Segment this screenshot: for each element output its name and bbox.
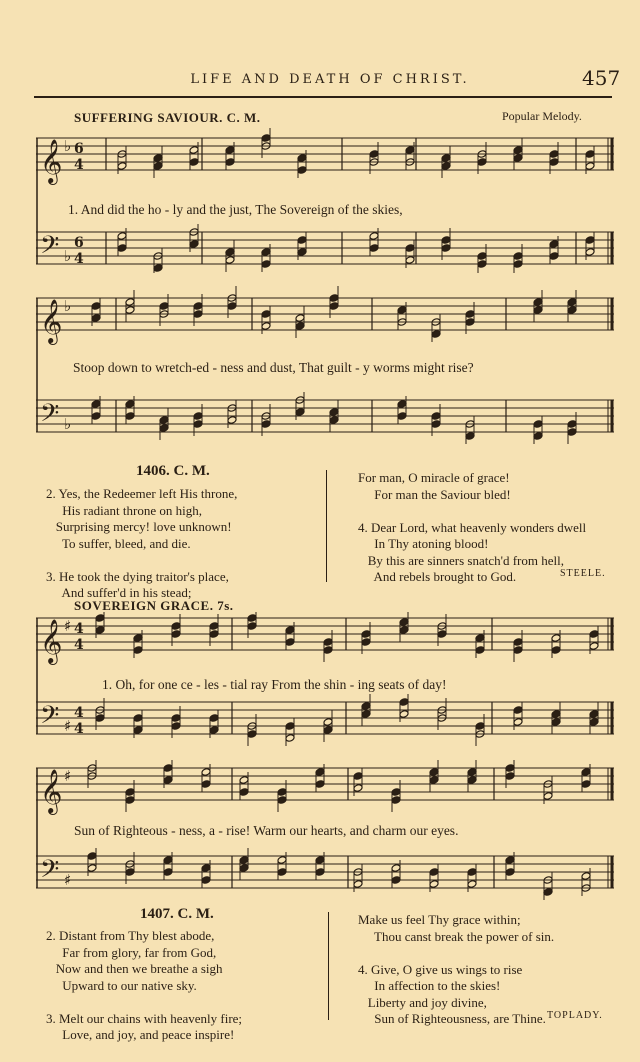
note-head bbox=[329, 408, 339, 417]
sharp-icon: ♯ bbox=[64, 766, 72, 785]
note-head bbox=[361, 710, 371, 719]
note-head bbox=[95, 614, 105, 623]
note-head bbox=[277, 868, 287, 877]
note-head bbox=[227, 416, 237, 425]
note-head bbox=[551, 634, 561, 643]
verse-column-right: Make us feel Thy grace within; Thou canst break the power of sin. 4. Give, O give us wings to rise In affection to the skies! Liberty and joy divine, Sun of Righteousness, are Thine. bbox=[358, 912, 555, 1026]
note-head bbox=[397, 412, 407, 421]
note-head bbox=[247, 730, 257, 739]
note-head bbox=[201, 864, 211, 873]
note-head bbox=[247, 622, 257, 631]
bass-clef-icon: 𝄢 bbox=[40, 399, 60, 434]
note-head bbox=[239, 788, 249, 797]
note-head bbox=[125, 796, 135, 805]
note-head bbox=[91, 400, 101, 409]
note-head bbox=[225, 158, 235, 167]
lyric-line: Sun of Righteous - ness, a - rise! Warm our hearts, and charm our eyes. bbox=[74, 823, 459, 838]
note-head bbox=[209, 726, 219, 735]
note-head bbox=[323, 726, 333, 735]
note-head bbox=[153, 264, 163, 273]
tune-title: SOVEREIGN GRACE. 7s. bbox=[74, 598, 234, 613]
note-head bbox=[353, 880, 363, 889]
flat-icon: ♭ bbox=[64, 136, 72, 155]
note-head bbox=[95, 626, 105, 635]
note-head bbox=[581, 780, 591, 789]
note-head bbox=[225, 248, 235, 257]
note-head bbox=[437, 630, 447, 639]
note-head bbox=[193, 310, 203, 319]
note-head bbox=[159, 424, 169, 433]
flat-icon: ♭ bbox=[64, 246, 72, 265]
note-head bbox=[589, 710, 599, 719]
note-head bbox=[133, 726, 143, 735]
note-head bbox=[163, 856, 173, 865]
note-head bbox=[209, 622, 219, 631]
time-signature: 6 bbox=[74, 235, 84, 251]
note-head bbox=[391, 864, 401, 873]
note-head bbox=[505, 764, 515, 773]
note-head bbox=[431, 420, 441, 429]
note-head bbox=[285, 734, 295, 743]
hymn-number: 1406. C. M. bbox=[136, 463, 210, 479]
note-head bbox=[193, 420, 203, 429]
note-head bbox=[261, 420, 271, 429]
note-head bbox=[533, 298, 543, 307]
note-head bbox=[353, 772, 363, 781]
note-head bbox=[315, 868, 325, 877]
note-head bbox=[505, 856, 515, 865]
note-head bbox=[261, 322, 271, 331]
note-head bbox=[209, 630, 219, 639]
note-head bbox=[239, 856, 249, 865]
note-head bbox=[399, 698, 409, 707]
note-head bbox=[261, 310, 271, 319]
time-signature: 4 bbox=[74, 251, 84, 267]
note-head bbox=[323, 646, 333, 655]
note-head bbox=[285, 626, 295, 635]
note-head bbox=[465, 432, 475, 441]
note-head bbox=[429, 768, 439, 777]
note-head bbox=[193, 412, 203, 421]
note-head bbox=[589, 630, 599, 639]
note-head bbox=[91, 412, 101, 421]
note-head bbox=[551, 718, 561, 727]
note-head bbox=[125, 788, 135, 797]
treble-clef-icon: 𝄞 bbox=[40, 299, 63, 343]
note-head bbox=[431, 330, 441, 339]
note-head bbox=[87, 864, 97, 873]
hymn-author: STEELE. bbox=[560, 568, 606, 579]
note-head bbox=[227, 302, 237, 311]
note-head bbox=[391, 788, 401, 797]
note-head bbox=[277, 856, 287, 865]
note-head bbox=[193, 302, 203, 311]
note-head bbox=[585, 150, 595, 159]
note-head bbox=[315, 856, 325, 865]
note-head bbox=[399, 618, 409, 627]
note-head bbox=[201, 876, 211, 885]
note-head bbox=[277, 796, 287, 805]
lyric-line: 1. Oh, for one ce - les - tial ray From the shin - ing seats of day! bbox=[102, 677, 447, 692]
note-head bbox=[171, 722, 181, 731]
note-head bbox=[465, 318, 475, 327]
note-head bbox=[91, 302, 101, 311]
note-head bbox=[505, 868, 515, 877]
note-head bbox=[551, 646, 561, 655]
note-head bbox=[369, 232, 379, 241]
note-head bbox=[225, 256, 235, 265]
note-head bbox=[201, 780, 211, 789]
note-head bbox=[543, 792, 553, 801]
treble-clef-icon: 𝄞 bbox=[40, 769, 63, 813]
note-head bbox=[399, 710, 409, 719]
note-head bbox=[581, 768, 591, 777]
page-header bbox=[0, 62, 640, 102]
note-head bbox=[369, 150, 379, 159]
note-head bbox=[369, 244, 379, 253]
note-head bbox=[159, 302, 169, 311]
note-head bbox=[163, 868, 173, 877]
note-head bbox=[239, 864, 249, 873]
note-head bbox=[225, 146, 235, 155]
note-head bbox=[297, 236, 307, 245]
verse-column-right: For man, O miracle of grace! For man the Saviour bled! 4. Dear Lord, what heavenly wonders dwell In Thy atoning blood! By this are sinners snatch'd from hell, And rebels brought to God. bbox=[358, 470, 587, 584]
time-signature: 4 bbox=[74, 621, 84, 637]
note-head bbox=[567, 298, 577, 307]
sharp-icon: ♯ bbox=[64, 616, 72, 635]
note-head bbox=[133, 646, 143, 655]
note-head bbox=[589, 718, 599, 727]
note-head bbox=[329, 416, 339, 425]
column-divider bbox=[328, 912, 329, 1020]
note-head bbox=[505, 772, 515, 781]
note-head bbox=[295, 314, 305, 323]
note-head bbox=[285, 722, 295, 731]
note-head bbox=[441, 162, 451, 171]
hymn-author: TOPLADY. bbox=[547, 1010, 603, 1021]
note-head bbox=[549, 252, 559, 261]
bass-clef-icon: 𝄢 bbox=[40, 855, 60, 890]
note-head bbox=[441, 244, 451, 253]
treble-clef-icon: 𝄞 bbox=[40, 139, 63, 183]
note-head bbox=[513, 252, 523, 261]
note-head bbox=[361, 638, 371, 647]
note-head bbox=[585, 248, 595, 257]
note-head bbox=[277, 788, 287, 797]
bass-clef-icon: 𝄢 bbox=[40, 701, 60, 736]
note-head bbox=[429, 776, 439, 785]
note-head bbox=[513, 154, 523, 163]
note-head bbox=[125, 400, 135, 409]
note-head bbox=[163, 776, 173, 785]
note-head bbox=[551, 710, 561, 719]
note-head bbox=[513, 718, 523, 727]
note-head bbox=[567, 428, 577, 437]
note-head bbox=[585, 162, 595, 171]
note-head bbox=[513, 638, 523, 647]
note-head bbox=[405, 146, 415, 155]
note-head bbox=[467, 880, 477, 889]
note-head bbox=[467, 868, 477, 877]
note-head bbox=[133, 714, 143, 723]
note-head bbox=[475, 722, 485, 731]
note-head bbox=[549, 240, 559, 249]
note-head bbox=[441, 154, 451, 163]
note-head bbox=[585, 236, 595, 245]
note-head bbox=[589, 642, 599, 651]
note-head bbox=[391, 876, 401, 885]
note-head bbox=[397, 306, 407, 315]
note-head bbox=[125, 306, 135, 315]
note-head bbox=[117, 244, 127, 253]
music-system-1 bbox=[36, 128, 616, 273]
note-head bbox=[163, 764, 173, 773]
header-rule bbox=[34, 96, 612, 98]
treble-clef-icon: 𝄞 bbox=[40, 619, 63, 663]
bass-clef-icon: 𝄢 bbox=[40, 231, 60, 266]
note-head bbox=[87, 852, 97, 861]
note-head bbox=[189, 158, 199, 167]
note-head bbox=[153, 154, 163, 163]
note-head bbox=[261, 260, 271, 269]
note-head bbox=[441, 236, 451, 245]
note-head bbox=[465, 310, 475, 319]
note-head bbox=[477, 260, 487, 269]
note-head bbox=[391, 796, 401, 805]
sharp-icon: ♯ bbox=[64, 870, 72, 889]
note-head bbox=[117, 162, 127, 171]
note-head bbox=[513, 706, 523, 715]
note-head bbox=[513, 260, 523, 269]
note-head bbox=[329, 302, 339, 311]
running-title: LIFE AND DEATH OF CHRIST. bbox=[190, 72, 470, 87]
time-signature: 4 bbox=[74, 721, 84, 737]
note-head bbox=[171, 630, 181, 639]
note-head bbox=[475, 634, 485, 643]
page-number: 457 bbox=[582, 66, 621, 90]
note-head bbox=[261, 248, 271, 257]
note-head bbox=[189, 146, 199, 155]
note-head bbox=[533, 432, 543, 441]
note-head bbox=[431, 412, 441, 421]
note-head bbox=[297, 166, 307, 175]
note-head bbox=[95, 714, 105, 723]
note-head bbox=[201, 768, 211, 777]
hymn-number: 1407. C. M. bbox=[140, 906, 214, 922]
note-head bbox=[581, 872, 591, 881]
note-head bbox=[405, 256, 415, 265]
sharp-icon: ♯ bbox=[64, 716, 72, 735]
note-head bbox=[567, 306, 577, 315]
lyric-line: 1. And did the ho - ly and the just, The Sovereign of the skies, bbox=[68, 202, 403, 217]
note-head bbox=[513, 146, 523, 155]
column-divider bbox=[326, 470, 327, 582]
note-head bbox=[261, 134, 271, 143]
flat-icon: ♭ bbox=[64, 296, 72, 315]
time-signature: 4 bbox=[74, 157, 84, 173]
note-head bbox=[117, 232, 127, 241]
note-head bbox=[323, 718, 333, 727]
note-head bbox=[171, 714, 181, 723]
note-head bbox=[475, 646, 485, 655]
note-head bbox=[297, 154, 307, 163]
note-head bbox=[125, 298, 135, 307]
note-head bbox=[247, 614, 257, 623]
note-head bbox=[323, 638, 333, 647]
tune-title: SUFFERING SAVIOUR. C. M. bbox=[74, 110, 261, 125]
note-head bbox=[543, 888, 553, 897]
note-head bbox=[189, 240, 199, 249]
note-head bbox=[133, 634, 143, 643]
note-head bbox=[295, 408, 305, 417]
note-head bbox=[153, 162, 163, 171]
note-head bbox=[567, 420, 577, 429]
lyric-line: Stoop down to wretch-ed - ness and dust, That guilt - y worms might rise? bbox=[73, 360, 474, 375]
note-head bbox=[361, 702, 371, 711]
verse-column-left: 2. Yes, the Redeemer left His throne, His radiant throne on high, Surprising mercy! love unknown! To suffer, bleed, and die. 3. He took the dying traitor's place, And suffer'd in his stead; bbox=[46, 486, 238, 600]
note-head bbox=[297, 248, 307, 257]
note-head bbox=[467, 776, 477, 785]
note-head bbox=[429, 880, 439, 889]
note-head bbox=[533, 420, 543, 429]
time-signature: 4 bbox=[74, 705, 84, 721]
note-head bbox=[549, 150, 559, 159]
note-head bbox=[171, 622, 181, 631]
note-head bbox=[353, 784, 363, 793]
note-head bbox=[91, 314, 101, 323]
note-head bbox=[159, 416, 169, 425]
note-head bbox=[315, 768, 325, 777]
note-head bbox=[405, 244, 415, 253]
note-head bbox=[315, 780, 325, 789]
note-head bbox=[239, 776, 249, 785]
tune-credit: Popular Melody. bbox=[502, 109, 582, 123]
note-head bbox=[329, 294, 339, 303]
note-head bbox=[477, 252, 487, 261]
note-head bbox=[295, 322, 305, 331]
note-head bbox=[533, 306, 543, 315]
note-head bbox=[361, 630, 371, 639]
note-head bbox=[125, 868, 135, 877]
flat-icon: ♭ bbox=[64, 414, 72, 433]
note-head bbox=[429, 868, 439, 877]
verse-column-left: 2. Distant from Thy blest abode, Far from glory, far from God, Now and then we breathe a sigh Upward to our native sky. 3. Melt our chains with heavenly fire; Love, and joy, and peace inspire! bbox=[46, 928, 243, 1042]
time-signature: 6 bbox=[74, 141, 84, 157]
time-signature: 4 bbox=[74, 637, 84, 653]
note-head bbox=[397, 400, 407, 409]
note-head bbox=[209, 714, 219, 723]
note-head bbox=[399, 626, 409, 635]
note-head bbox=[467, 768, 477, 777]
note-head bbox=[285, 638, 295, 647]
note-head bbox=[125, 412, 135, 421]
note-head bbox=[477, 158, 487, 167]
note-head bbox=[549, 158, 559, 167]
note-head bbox=[513, 646, 523, 655]
